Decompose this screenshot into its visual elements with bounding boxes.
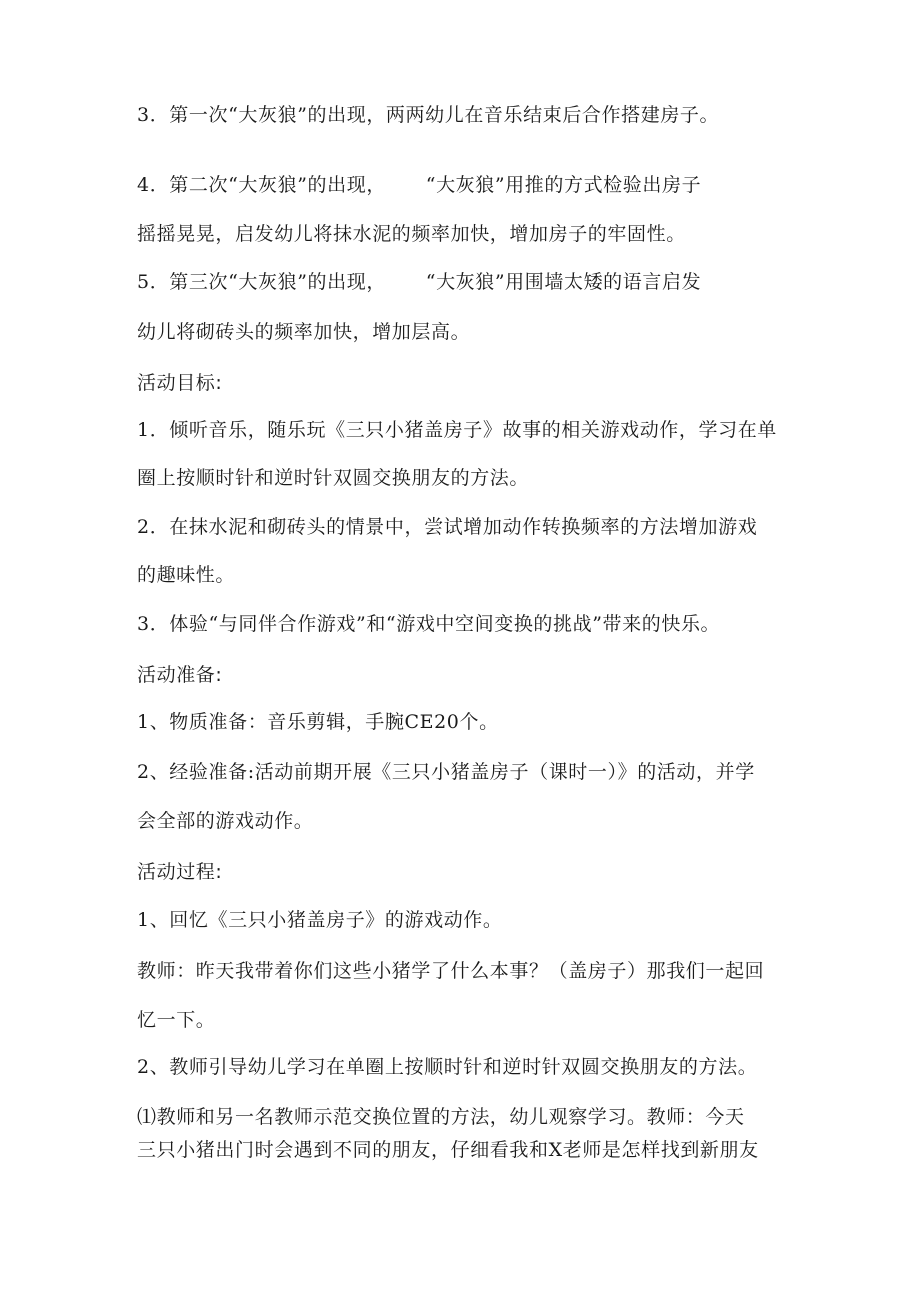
paragraph-line: 幼儿将砌砖头的频率加快，增加层高。 (137, 321, 471, 343)
paragraph-line: 的趣味性。 (137, 564, 236, 586)
paragraph-line: 2、教师引导幼儿学习在单圈上按顺时针和逆时针双圆交换朋友的方法。 (137, 1056, 758, 1078)
paragraph-line: 5．第三次“大灰狼”的出现， “大灰狼”用围墙太矮的语言启发 (137, 271, 702, 293)
paragraph-line: ⑴教师和另一名教师示范交换位置的方法，幼儿观察学习。教师：今天 (137, 1106, 745, 1128)
paragraph-line: 3．第一次“大灰狼”的出现，两两幼儿在音乐结束后合作搭建房子。 (137, 104, 720, 126)
paragraph-line: 忆一下。 (137, 1009, 216, 1031)
paragraph-line: 教师：昨天我带着你们这些小猪学了什么本事？（盖房子）那我们一起回 (137, 960, 765, 982)
paragraph-line: 1、物质准备：音乐剪辑，手腕CE20个。 (137, 711, 499, 733)
paragraph-line: 三只小猪出门时会遇到不同的朋友，仔细看我和X老师是怎样找到新朋友 (137, 1139, 759, 1161)
paragraph-line: 4．第二次“大灰狼”的出现， “大灰狼”用推的方式检验出房子 (137, 174, 702, 196)
section-heading: 活动过程: (137, 861, 223, 883)
paragraph-line: 3．体验“与同伴合作游戏”和“游戏中空间变换的挑战”带来的快乐。 (137, 613, 721, 635)
paragraph-line: 圈上按顺时针和逆时针双圆交换朋友的方法。 (137, 467, 530, 489)
paragraph-line: 1、回忆《三只小猪盖房子》的游戏动作。 (137, 909, 503, 931)
paragraph-line: 1．倾听音乐，随乐玩《三只小猪盖房子》故事的相关游戏动作，学习在单 (137, 419, 777, 441)
paragraph-line: 摇摇晃晃，启发幼儿将抹水泥的频率加快，增加房子的牢固性。 (137, 223, 686, 245)
section-heading: 活动准备: (137, 664, 223, 686)
section-heading: 活动目标: (137, 372, 223, 394)
paragraph-line: 会全部的游戏动作。 (137, 810, 314, 832)
paragraph-line: 2．在抹水泥和砌砖头的情景中，尝试增加动作转换频率的方法增加游戏 (137, 516, 758, 538)
paragraph-line: 2、经验准备:活动前期开展《三只小猪盖房子（课时一）》的活动，并学 (137, 761, 755, 783)
